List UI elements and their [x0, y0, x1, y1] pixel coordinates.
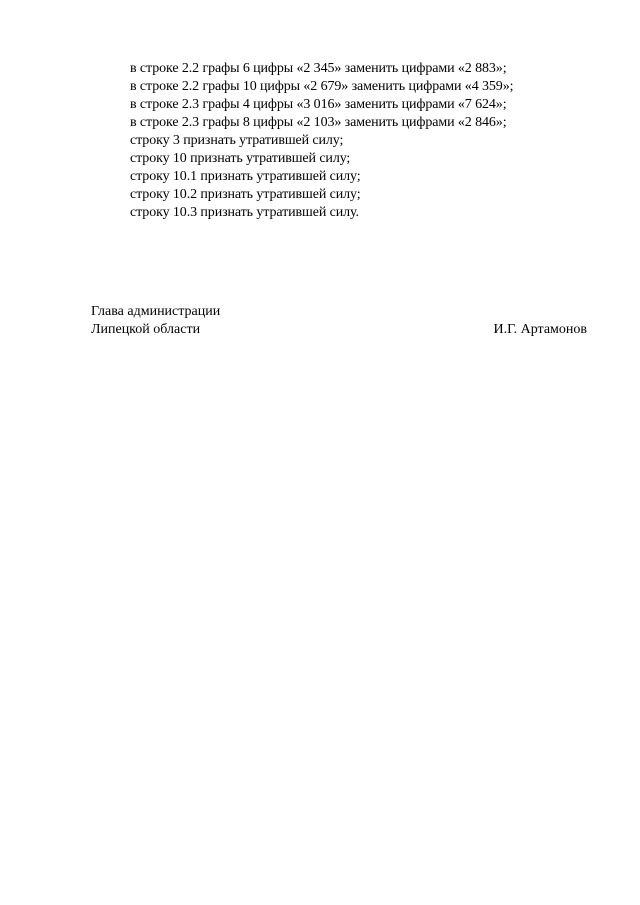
- amendment-line: в строке 2.3 графы 8 цифры «2 103» заменить цифрами «2 846»;: [130, 115, 507, 130]
- amendment-line: строку 10.2 признать утратившей силу;: [130, 187, 361, 202]
- signatory-position-line2: Липецкой области: [91, 322, 201, 337]
- amendment-line: строку 10.1 признать утратившей силу;: [130, 169, 361, 184]
- amendment-line: строку 3 признать утратившей силу;: [130, 133, 344, 148]
- signatory-position-line1: Глава администрации: [91, 304, 221, 319]
- signature-block: [91, 303, 587, 339]
- signature-row: [91, 321, 587, 339]
- signatory-name: И.Г. Артамонов: [493, 322, 587, 337]
- amendment-line: строку 10.3 признать утратившей силу.: [130, 205, 359, 220]
- amendments-list: [130, 60, 513, 222]
- amendment-line: в строке 2.2 графы 6 цифры «2 345» заменить цифрами «2 883»;: [130, 61, 507, 76]
- amendment-line: строку 10 признать утратившей силу;: [130, 151, 351, 166]
- amendment-line: в строке 2.3 графы 4 цифры «3 016» заменить цифрами «7 624»;: [130, 97, 507, 112]
- amendment-line: в строке 2.2 графы 10 цифры «2 679» заменить цифрами «4 359»;: [130, 79, 514, 94]
